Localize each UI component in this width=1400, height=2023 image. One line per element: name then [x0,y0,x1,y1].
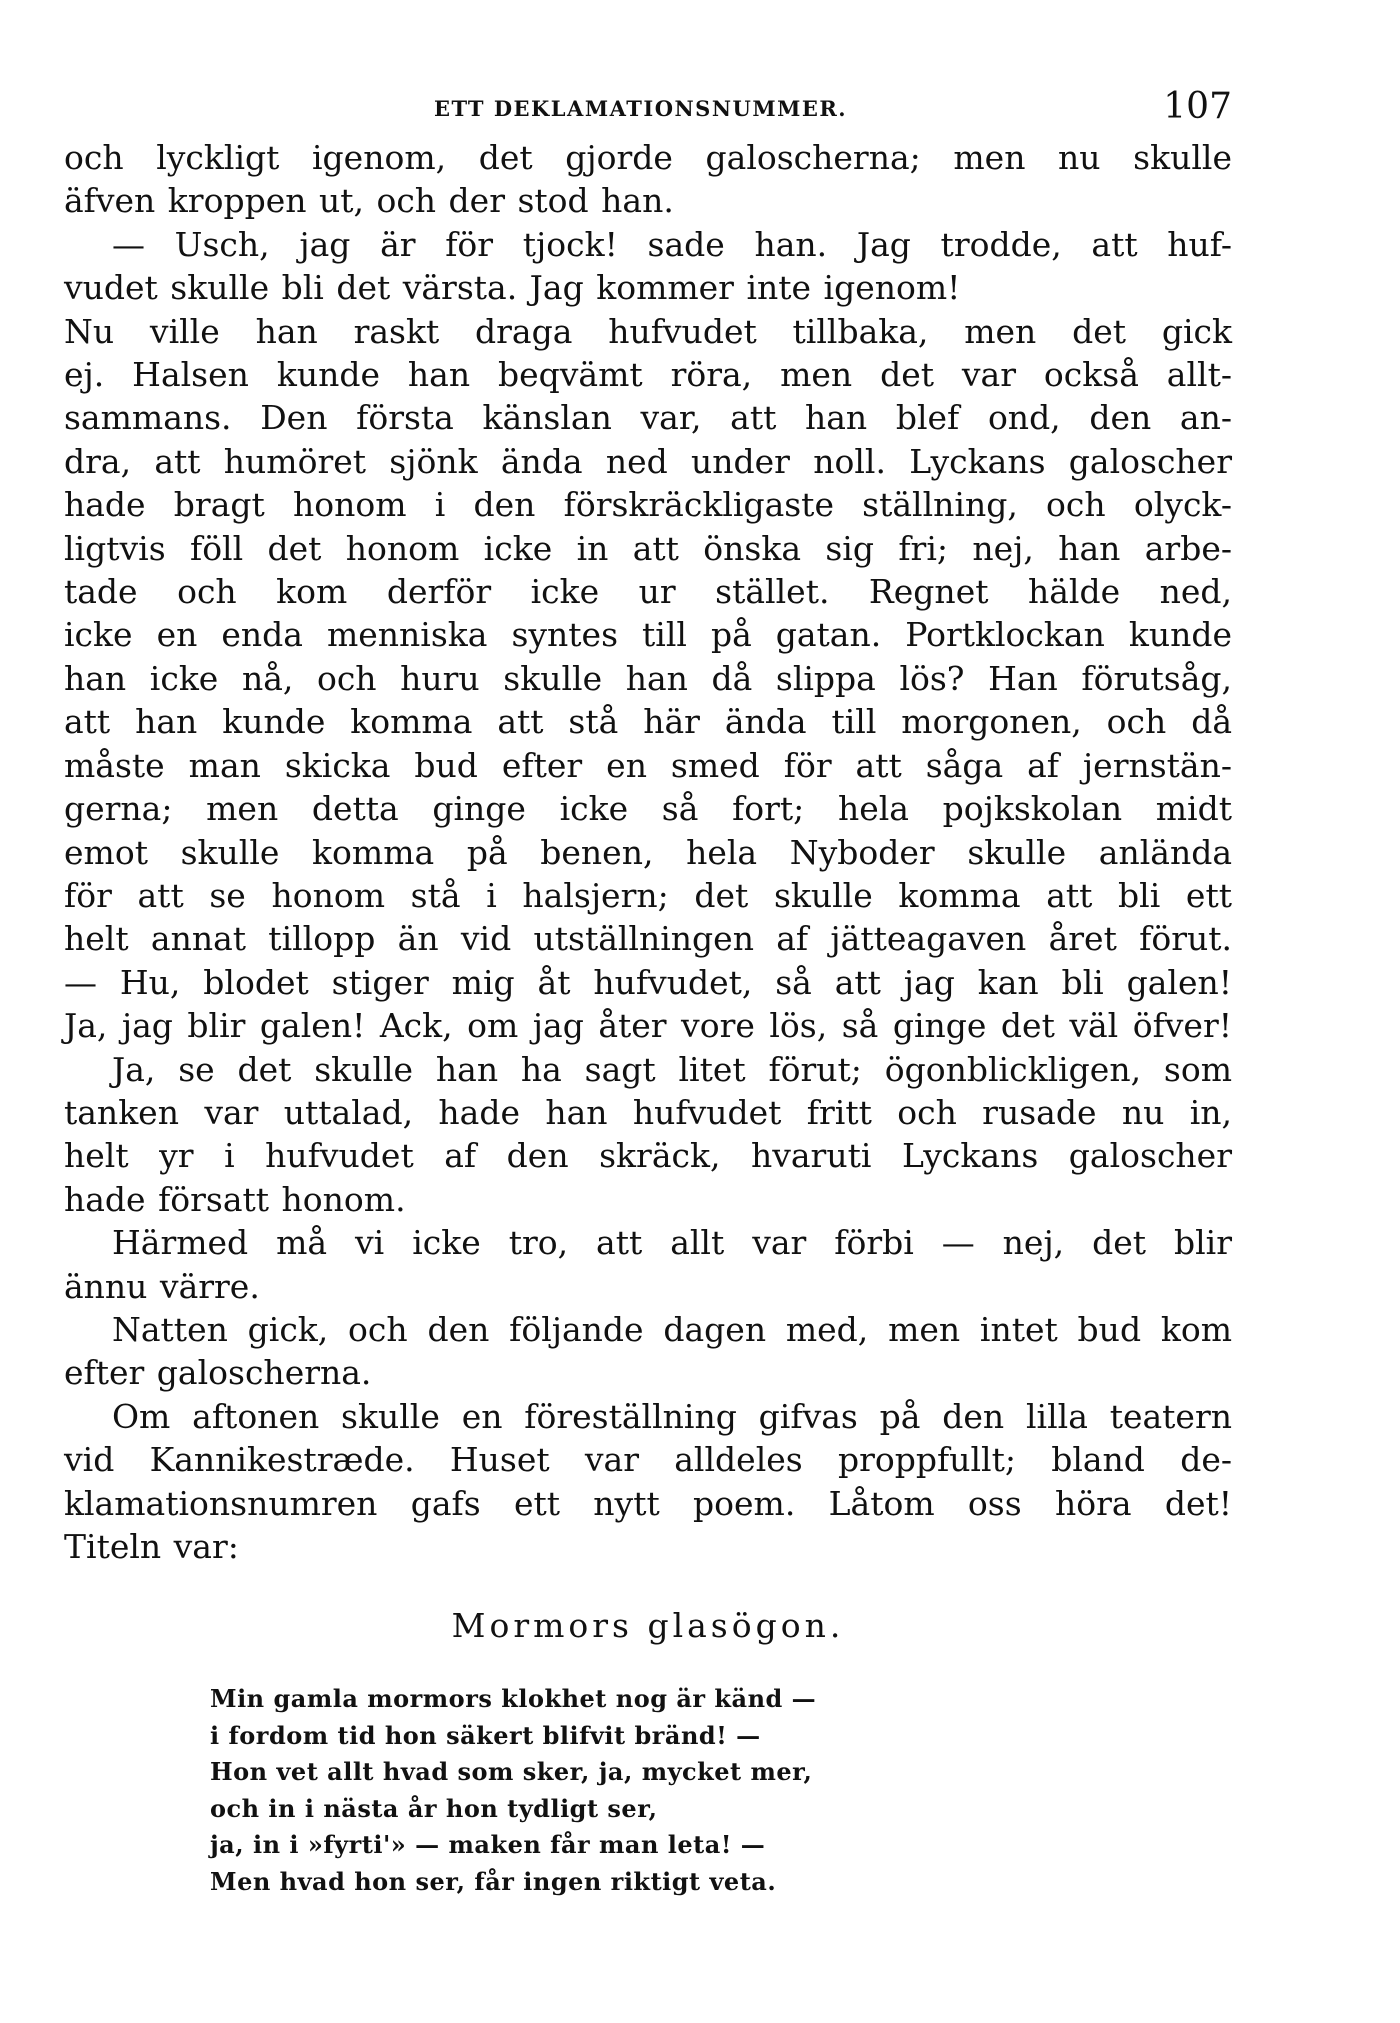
text-line: måste man skicka bud efter en smed för att såga af jernstän- [64,745,1232,785]
text-line: Om aftonen skulle en föreställning gifvas på den lilla teatern [112,1396,1232,1436]
book-page [64,86,1232,1900]
text-line: emot skulle komma på benen, hela Nyboder skulle anlända [64,832,1232,872]
text-line: ej. Halsen kunde han beqvämt röra, men det var också allt- [64,355,1232,395]
text-line: vudet skulle bli det värsta. Jag kommer inte igenom! [64,268,961,308]
poem-line: i fordom tid hon säkert blifvit bränd! — [210,1720,761,1750]
poem-line: ja, in i »fyrti'» — maken får man leta! — [210,1830,766,1860]
running-title: ETT DEKLAMATIONSNUMMER. [434,96,848,121]
text-line: tanken var uttalad, hade han hufvudet fritt och rusade nu in, [64,1092,1232,1132]
text-line: för att se honom stå i halsjern; det skulle komma att bli ett [64,875,1232,915]
poem-line: Hon vet allt hvad som sker, ja, mycket mer, [210,1757,813,1787]
text-line: Titeln var: [64,1527,239,1566]
poem-title: Mormors glasögon. [451,1606,845,1646]
text-line: hade bragt honom i den förskräckligaste ställning, och olyck- [64,485,1232,525]
poem-line: Men hvad hon ser, får ingen riktigt veta. [210,1866,777,1896]
text-line: Nu ville han raskt draga hufvudet tillbaka, men det gick [64,311,1232,351]
text-line: Natten gick, och den följande dagen med, men intet bud kom [112,1309,1232,1349]
text-line: Härmed må vi icke tro, att allt var förbi — nej, det blir [112,1223,1232,1263]
text-line: äfven kroppen ut, och der stod han. [64,181,674,221]
poem-line: Min gamla mormors klokhet nog är känd — [210,1684,817,1714]
text-line: ännu värre. [64,1266,260,1306]
text-line: — Usch, jag är för tjock! sade han. Jag trodde, att huf- [112,224,1232,264]
text-line: ligtvis föll det honom icke in att önska sig fri; nej, han arbe- [64,528,1232,568]
text-line: gerna; men detta ginge icke så fort; hela pojkskolan midt [64,789,1232,829]
text-line: icke en enda menniska syntes till på gatan. Portklockan kunde [64,615,1232,655]
text-line: dra, att humöret sjönk ända ned under noll. Lyckans galoscher [64,441,1232,481]
text-line: hade försatt honom. [64,1179,406,1219]
text-line: efter galoscherna. [64,1353,372,1393]
text-line: — Hu, blodet stiger mig åt hufvudet, så att jag kan bli galen! [64,962,1232,1002]
text-line: Ja, jag blir galen! Ack, om jag åter vore lös, så ginge det väl öfver! [64,1006,1232,1046]
text-line: vid Kannikestræde. Huset var alldeles proppfullt; bland de- [64,1440,1232,1480]
text-line: tade och kom derför icke ur stället. Regnet hälde ned, [64,572,1232,612]
poem-line: och in i nästa år hon tydligt ser, [210,1793,658,1823]
text-line: och lyckligt igenom, det gjorde galoscherna; men nu skulle [64,138,1232,177]
text-line: sammans. Den första känslan var, att han blef ond, den an- [64,398,1232,438]
text-line: att han kunde komma att stå här ända till morgonen, och då [64,702,1232,742]
text-line: helt yr i hufvudet af den skräck, hvaruti Lyckans galoscher [64,1136,1232,1176]
text-line: helt annat tillopp än vid utställningen af jätteagaven året förut. [64,919,1232,959]
page-number: 107 [1163,86,1232,127]
text-line: Ja, se det skulle han ha sagt litet förut; ögonblickligen, som [112,1049,1232,1089]
text-line: han icke nå, och huru skulle han då slippa lös? Han förutsåg, [64,658,1232,698]
body-text [64,136,1232,1568]
text-line: klamationsnumren gafs ett nytt poem. Låtom oss höra det! [64,1483,1232,1523]
poem [210,1681,1232,1900]
running-head [64,86,1232,136]
